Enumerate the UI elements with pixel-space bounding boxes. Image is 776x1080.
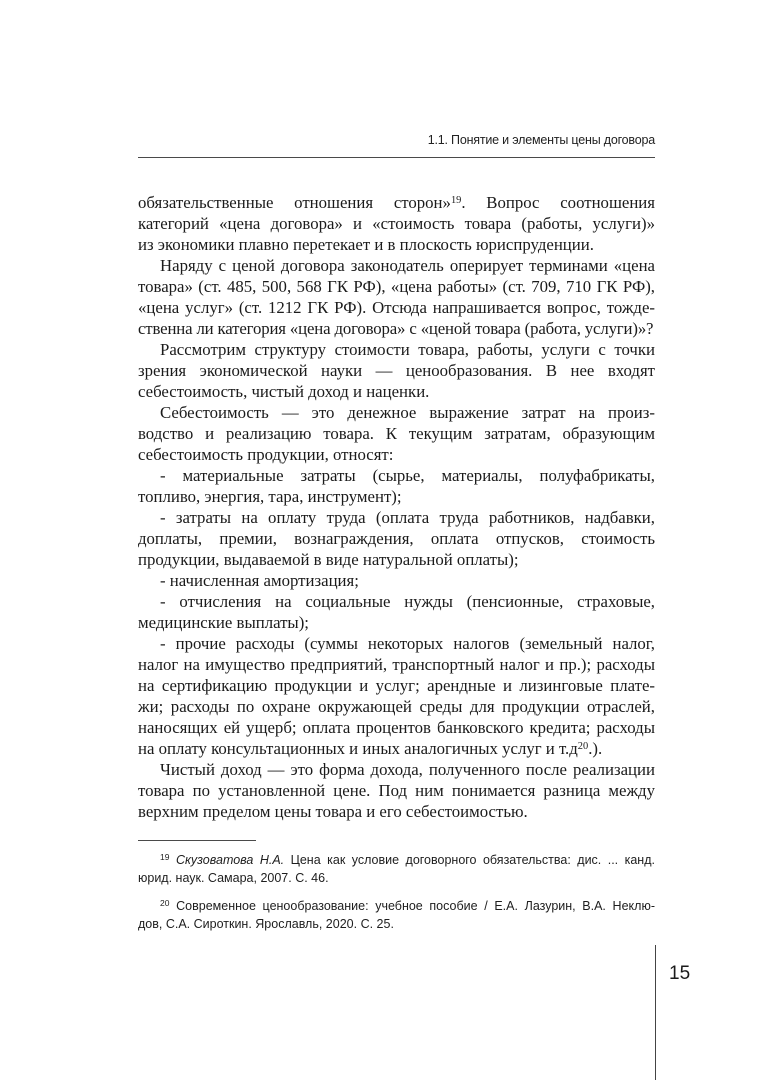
text-run: ственна ли категория «цена договора» с «ценой товара (работа, услуги)»? — [138, 319, 654, 338]
body-line — [138, 738, 655, 759]
text-run: Рассмотрим структуру стоимости товара, работы, услуги с точки — [160, 340, 655, 359]
paragraph — [138, 633, 655, 759]
footnote — [138, 897, 655, 933]
footnote — [138, 851, 655, 887]
paragraph — [138, 759, 655, 822]
text-run: категорий «цена договора» и «стоимость товара (работы, услуги)» — [138, 214, 655, 233]
text-run: . Вопрос соотношения — [461, 193, 655, 212]
text-run: «цена услуг» (ст. 1212 ГК РФ). Отсюда напрашивается вопрос, тожде- — [138, 298, 655, 317]
body-line — [138, 318, 655, 339]
text-run: - затраты на оплату труда (оплата труда работников, надбавки, — [160, 508, 655, 527]
text-run: верхним пределом цены товара и его себестоимостью. — [138, 802, 528, 821]
body-line — [138, 717, 655, 738]
body-line — [138, 381, 655, 402]
running-title: 1.1. Понятие и элементы цены договора — [427, 133, 655, 147]
footnotes — [138, 851, 655, 943]
page-number-rule — [655, 945, 656, 1080]
body-line — [138, 675, 655, 696]
paragraph — [138, 192, 655, 255]
footnote-number: 19 — [160, 852, 170, 863]
paragraph — [138, 339, 655, 402]
body-line — [138, 528, 655, 549]
page-number: 15 — [669, 963, 691, 984]
footnote-separator — [138, 840, 256, 841]
body-line — [138, 360, 655, 381]
body-line — [138, 801, 655, 822]
text-run: обязательственные отношения сторон» — [138, 193, 451, 212]
footnote-ref: 20 — [577, 740, 589, 752]
text-run: на оплату консультационных и иных аналогичных услуг и т.д — [138, 739, 578, 758]
body-line — [138, 486, 655, 507]
text-run: Себестоимость — это денежное выражение затрат на произ- — [160, 403, 655, 422]
text-run: медицинские выплаты); — [138, 613, 309, 632]
text-run: зрения экономической науки — ценообразования. В нее входят — [138, 361, 655, 380]
text-run: - материальные затраты (сырье, материалы, полуфабрикаты, — [160, 466, 655, 485]
text-run: себестоимость, чистый доход и наценки. — [138, 382, 430, 401]
body-line — [138, 213, 655, 234]
footnote-ref: 19 — [450, 194, 462, 206]
body-line — [138, 696, 655, 717]
text-run: продукции, выдаваемой в виде натуральной оплаты); — [138, 550, 519, 569]
body-text — [138, 192, 655, 822]
body-line — [138, 276, 655, 297]
paragraph — [138, 402, 655, 465]
body-line — [138, 654, 655, 675]
body-line — [138, 444, 655, 465]
text-run: топливо, энергия, тара, инструмент); — [138, 487, 402, 506]
text-run: - начисленная амортизация; — [160, 571, 359, 590]
footnote-line — [138, 869, 655, 887]
text-run: Цена как условие договорного обязательства: дис. ... канд. — [284, 853, 655, 867]
text-run: Наряду с ценой договора законодатель оперирует терминами «цена — [160, 256, 655, 275]
text-run: .). — [588, 739, 603, 758]
body-line — [138, 255, 655, 276]
text-run: налог на имущество предприятий, транспортный налог и пр.); расходы — [138, 655, 655, 674]
body-line — [138, 759, 655, 780]
text-run: Чистый доход — это форма дохода, полученного после реализации — [160, 760, 655, 779]
footnote-line — [138, 851, 655, 869]
text-run: наносящих ей ущерб; оплата процентов банковского кредита; расходы — [138, 718, 655, 737]
paragraph — [138, 570, 655, 591]
body-line — [138, 507, 655, 528]
text-run: жи; расходы по охране окружающей среды для продукции отраслей, — [138, 697, 655, 716]
body-line — [138, 633, 655, 654]
text-run: доплаты, премии, вознаграждения, оплата отпусков, стоимость — [138, 529, 655, 548]
paragraph — [138, 591, 655, 633]
body-line — [138, 612, 655, 633]
body-line — [138, 192, 655, 213]
body-line — [138, 570, 655, 591]
paragraph — [138, 507, 655, 570]
text-run: водство и реализацию товара. К текущим затратам, образующим — [138, 424, 655, 443]
header-rule — [138, 157, 655, 158]
body-line — [138, 423, 655, 444]
text-run: из экономики плавно перетекает и в плоскость юриспруденции. — [138, 235, 594, 254]
text-run: дов, С.А. Сироткин. Ярославль, 2020. С. 25. — [138, 917, 394, 931]
text-run: на сертификацию продукции и услуг; арендные и лизинговые плате- — [138, 676, 655, 695]
body-line — [138, 780, 655, 801]
paragraph — [138, 255, 655, 339]
body-line — [138, 591, 655, 612]
body-line — [138, 339, 655, 360]
body-line — [138, 465, 655, 486]
text-run: товара» (ст. 485, 500, 568 ГК РФ), «цена работы» (ст. 709, 710 ГК РФ), — [138, 277, 655, 296]
text-run: Современное ценообразование: учебное пособие / Е.А. Лазурин, В.А. Неклю- — [176, 899, 655, 913]
text-run: себестоимость продукции, относят: — [138, 445, 394, 464]
body-line — [138, 549, 655, 570]
footnote-line — [138, 897, 655, 915]
body-line — [138, 402, 655, 423]
footnote-author: Скузоватова Н.А. — [175, 853, 285, 867]
text-run: - отчисления на социальные нужды (пенсионные, страховые, — [160, 592, 655, 611]
text-run: - прочие расходы (суммы некоторых налогов (земельный налог, — [160, 634, 655, 653]
body-line — [138, 234, 655, 255]
text-run: товара по установленной цене. Под ним понимается разница между — [138, 781, 655, 800]
body-line — [138, 297, 655, 318]
text-run: юрид. наук. Самара, 2007. С. 46. — [138, 871, 329, 885]
paragraph — [138, 465, 655, 507]
footnote-number: 20 — [160, 898, 170, 909]
footnote-line — [138, 915, 655, 933]
